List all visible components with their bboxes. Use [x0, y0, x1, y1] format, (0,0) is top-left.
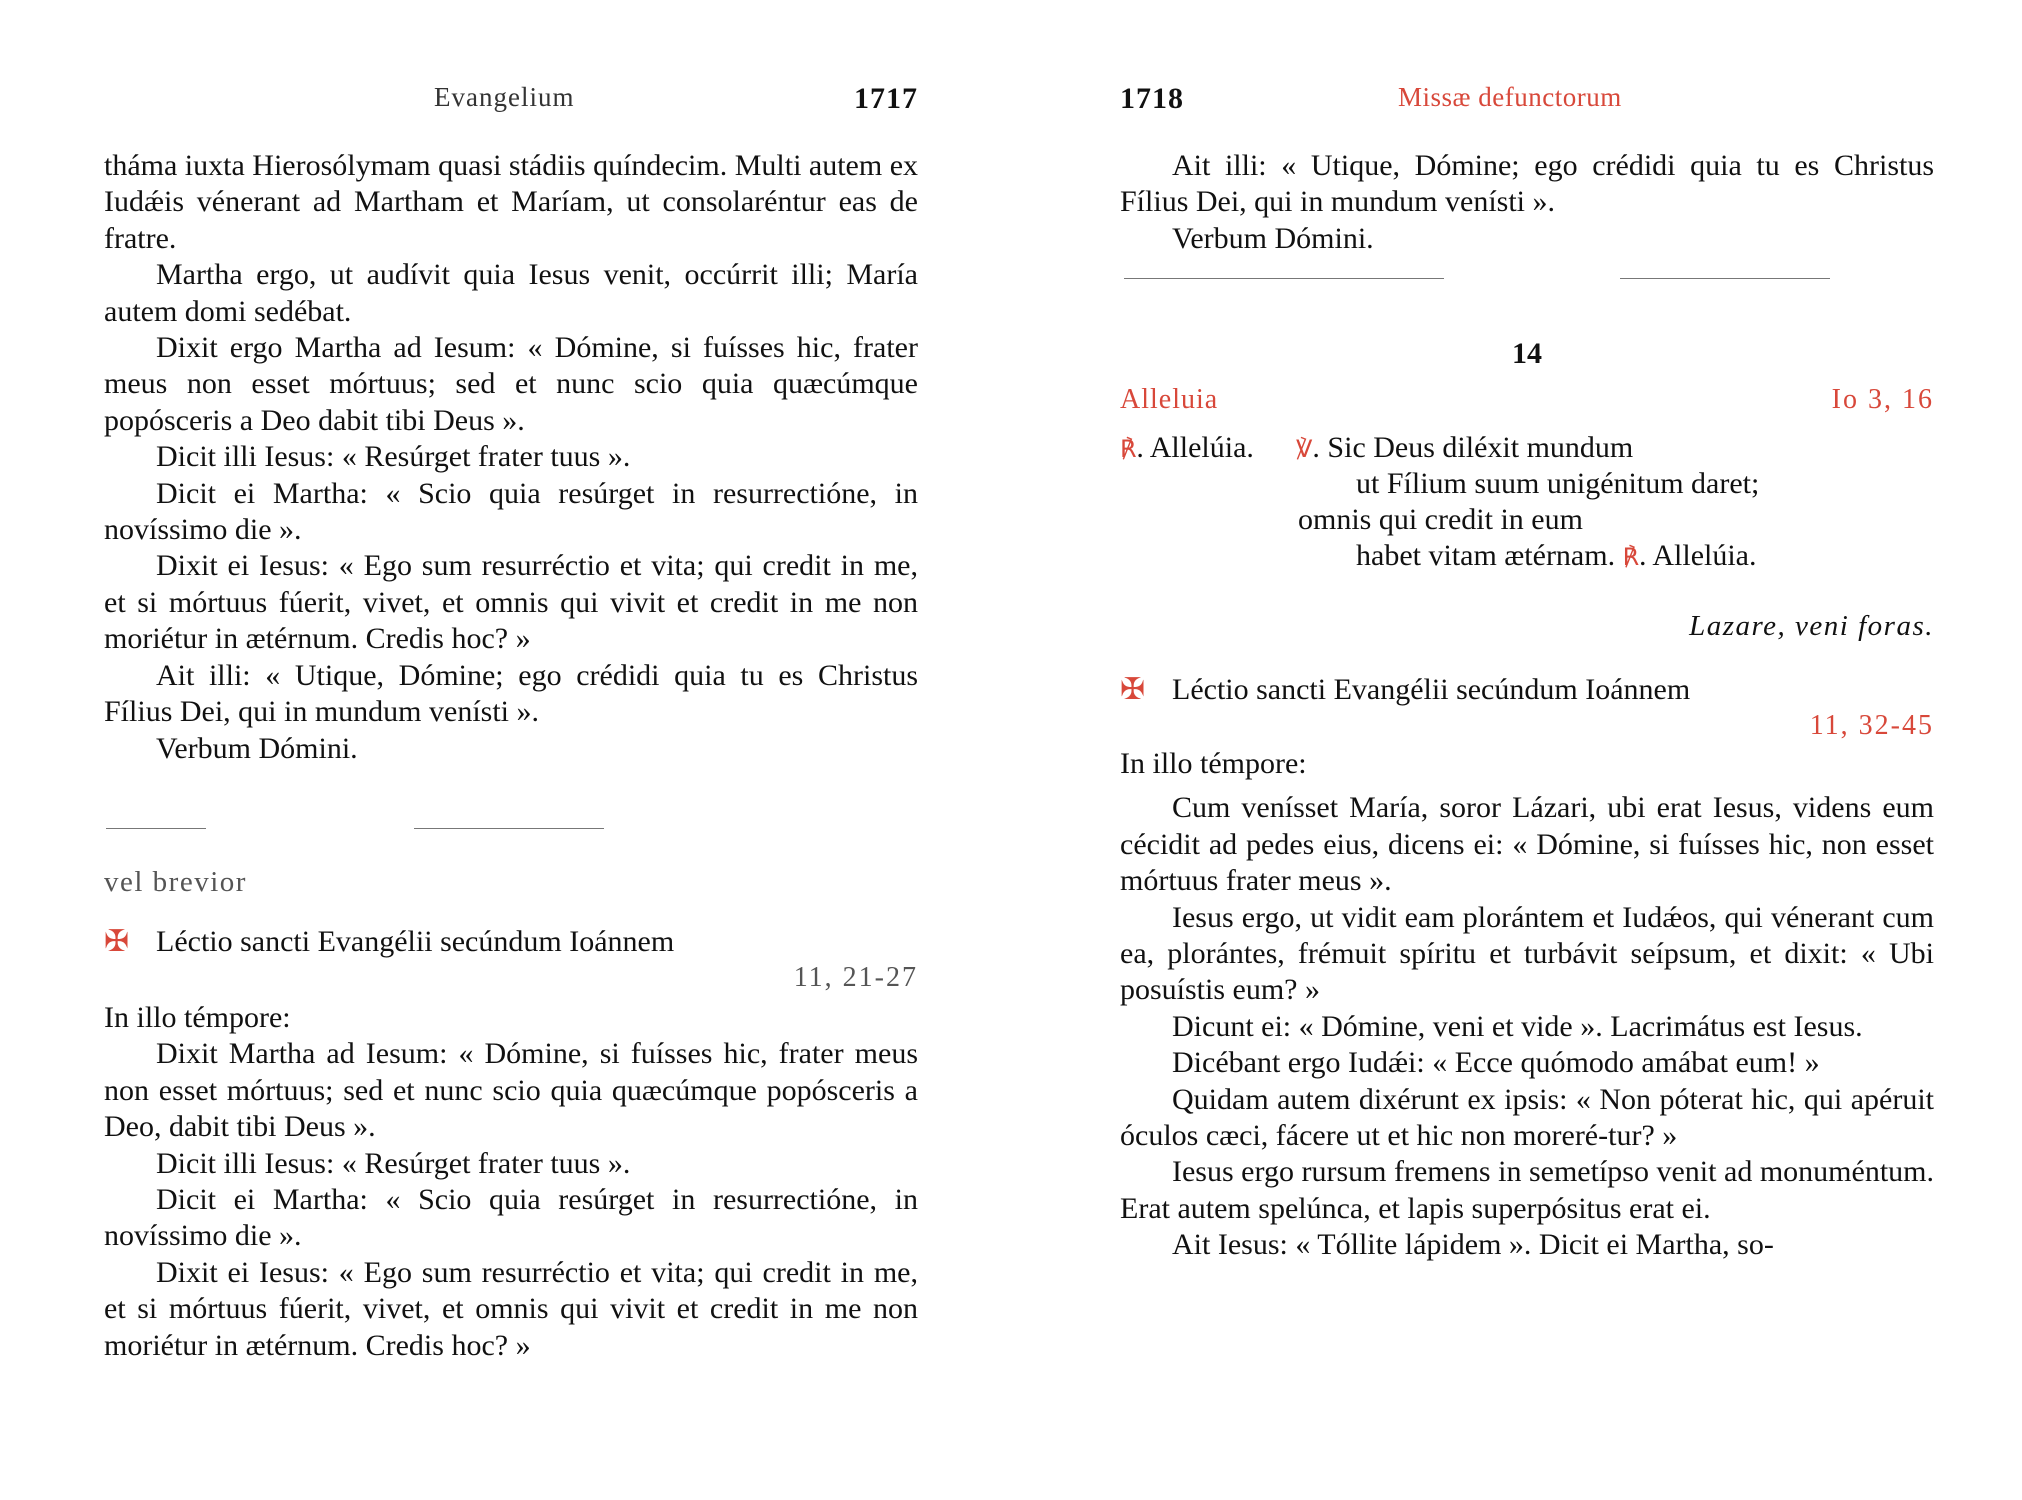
paragraph: Ait Iesus: « Tóllite lápidem ». Dicit ei Martha, so- — [1172, 1228, 1774, 1262]
continued-text — [1120, 148, 1934, 257]
paragraph: Verbum Dómini. — [1172, 221, 1374, 255]
verse-line: habet vitam ætérnam. — [1356, 539, 1616, 572]
paragraph: Verbum Dómini. — [156, 731, 358, 765]
alleluia-response: . Allelúia. — [1136, 431, 1254, 464]
divider-rule — [1124, 278, 1444, 279]
response-symbol: ℟ — [1622, 545, 1640, 571]
running-title: Evangelium — [434, 82, 575, 112]
response-symbol: ℟ — [1120, 437, 1137, 463]
left-page — [104, 0, 918, 1500]
divider-rule — [414, 828, 604, 829]
paragraph: Quidam autem dixérunt ex ipsis: « Non póterat hic, qui apéruit óculos cæci, fácere ut et hic non moreré-tur? » — [1120, 1082, 1934, 1153]
section-number: 14 — [1512, 337, 1542, 370]
paragraph: Dicit illi Iesus: « Resúrget frater tuus ». — [156, 440, 631, 474]
paragraph: Dicit illi Iesus: « Resúrget frater tuus ». — [156, 1146, 631, 1180]
lectio-title: Léctio sancti Evangélii secúndum Ioánnem — [1172, 673, 1691, 706]
right-page-header — [1120, 82, 1934, 122]
in-illo-tempore: In illo témpore: — [104, 1001, 291, 1034]
scripture-reference: 11, 32-45 — [1809, 710, 1934, 742]
alleluia-label: Alleluia — [1120, 384, 1219, 415]
continued-text — [104, 148, 918, 767]
paragraph: Cum venísset María, soror Lázari, ubi erat Iesus, videns eum cécidit ad pedes eius, dicens ei: « Dómine, si fuísses hic, non esset mórtuus frater meus ». — [1120, 791, 1934, 898]
paragraph: Ait illi: « Utique, Dómine; ego crédidi quia tu es Christus Fílius Dei, qui in mundum venísti ». — [1120, 149, 1934, 219]
verse-line: omnis qui credit in eum — [1298, 503, 1583, 536]
paragraph: Dixit Martha ad Iesum: « Dómine, si fuísses hic, frater meus non esset mórtuus; sed et nunc scio quia quæcúmque popósceris a Deo, dabit tibi Deus ». — [104, 1037, 918, 1144]
paragraph: Dicit ei Martha: « Scio quia resúrget in resurrectióne, in novíssimo die ». — [104, 1183, 918, 1253]
reading-summary: Lazare, veni foras. — [1689, 610, 1934, 642]
lectio-heading — [104, 924, 918, 997]
right-page — [1120, 0, 1934, 1500]
paragraph: Dixit ergo Martha ad Iesum: « Dómine, si fuísses hic, frater meus non esset mórtuus; sed et nunc scio quia quæcúmque popósceris a Deo dabit tibi Deus ». — [104, 331, 918, 437]
paragraph: Dicébant ergo Iudǽi: « Ecce quómodo amábat eum! » — [1172, 1046, 1820, 1080]
paragraph: tháma iuxta Hierosólymam quasi stádiis quíndecim. Multi autem ex Iudǽis vénerant ad Martham et Maríam, ut consolaréntur eas de fratre. — [104, 149, 919, 255]
paragraph: Martha ergo, ut audívit quia Iesus venit, occúrrit illi; María autem domi sedébat. — [104, 258, 918, 328]
page-number: 1717 — [854, 82, 918, 115]
cross-icon: ✠ — [1120, 673, 1146, 706]
vel-brevior-text: vel brevior — [104, 866, 247, 898]
paragraph: Ait illi: « Utique, Dómine; ego crédidi quia tu es Christus Fílius Dei, qui in mundum venísti ». — [104, 658, 918, 729]
left-page-header — [104, 82, 918, 122]
scripture-reference: 11, 21-27 — [793, 962, 918, 994]
paragraph: Iesus ergo, ut vidit eam plorántem et Iudǽos, qui vénerant cum ea, plorántes, frémuit spíritu et turbávit seípsum, et dixit: « Ubi posuístis eum? » — [1120, 900, 1934, 1007]
paragraph: Iesus ergo rursum fremens in semetípso venit ad monuméntum. Erat autem spelúnca, et lapis superpósitus erat ei. — [1120, 1155, 1934, 1225]
running-title: Missæ defunctorum — [1398, 82, 1622, 112]
verse-line: ut Fílium suum unigénitum daret; — [1356, 467, 1760, 500]
brevior-text — [104, 1000, 918, 1364]
paragraph: Dixit ei Iesus: « Ego sum resurréctio et vita; qui credit in me, et si mórtuus fúerit, vivet, et omnis qui vivit et credit in me non moriétur in ætérnum. Credis hoc? » — [104, 1255, 918, 1362]
versicle-symbol: ℣ — [1296, 437, 1313, 463]
cross-icon: ✠ — [104, 925, 130, 958]
lectio-title: Léctio sancti Evangélii secúndum Ioánnem — [156, 925, 675, 958]
lectio-heading — [1120, 672, 1934, 745]
vel-brevior-label — [104, 866, 918, 899]
alleluia-verse — [1120, 430, 1934, 574]
alleluia-response: . Allelúia. — [1639, 539, 1757, 572]
reading-text — [1120, 746, 1934, 1264]
alleluia-reference: Io 3, 16 — [1831, 384, 1934, 415]
verse-line: . Sic Deus diléxit mundum — [1312, 431, 1634, 464]
divider-rule — [1620, 278, 1830, 279]
paragraph: Dicit ei Martha: « Scio quia resúrget in resurrectióne, in novíssimo die ». — [104, 476, 918, 547]
divider-rule — [106, 828, 206, 829]
paragraph: Dixit ei Iesus: « Ego sum resurréctio et vita; qui credit in me, et si mórtuus fúerit, vivet, et omnis qui vivit et credit in me non moriétur in ætérnum. Credis hoc? » — [104, 549, 918, 656]
in-illo-tempore: In illo témpore: — [1120, 747, 1307, 780]
alleluia-heading — [1120, 384, 1934, 420]
page-number: 1718 — [1120, 82, 1184, 115]
paragraph: Dicunt ei: « Dómine, veni et vide ». Lacrimátus est Iesus. — [1172, 1009, 1863, 1043]
